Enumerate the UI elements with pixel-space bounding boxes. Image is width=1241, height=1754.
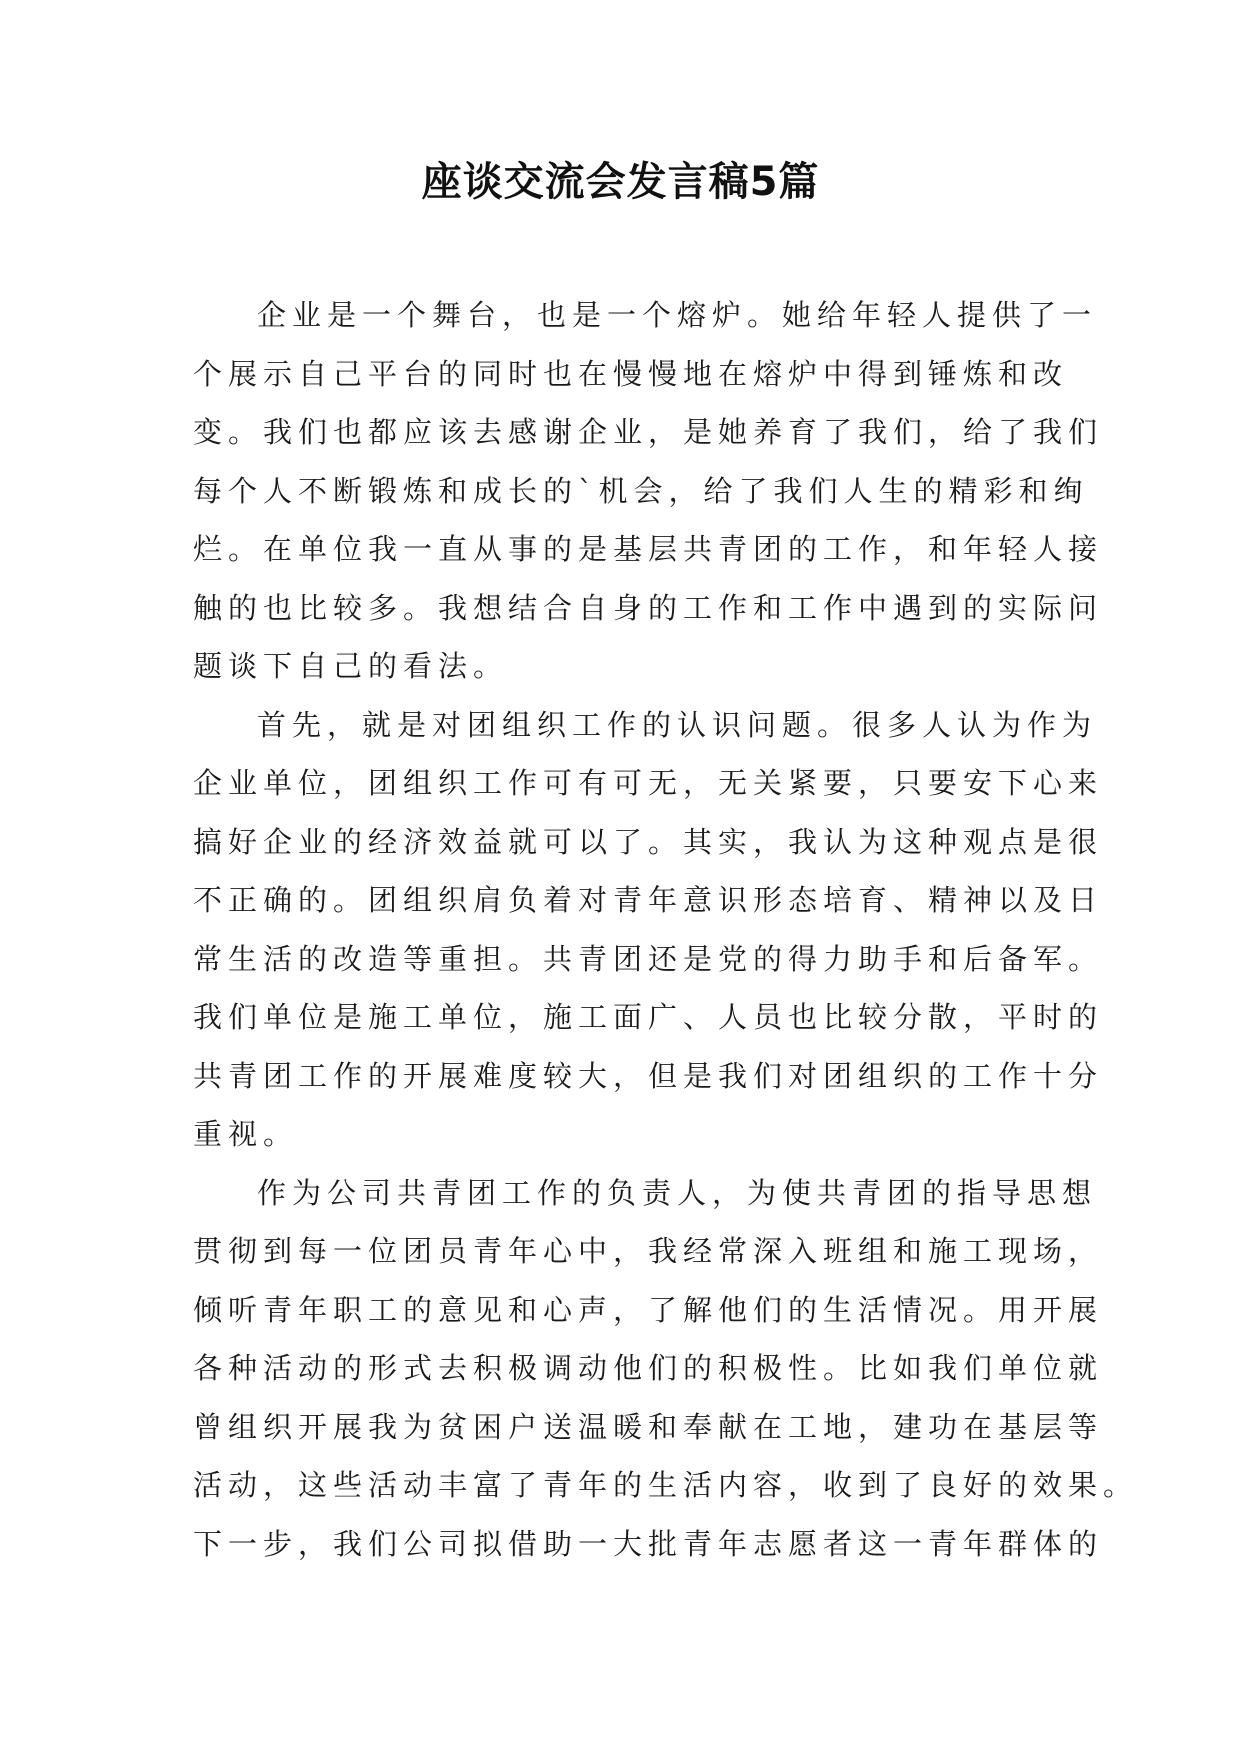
paragraph-line: 首先，就是对团组织工作的认识问题。很多人认为作为 bbox=[257, 707, 1098, 742]
paragraph-line: 题谈下自己的看法。 bbox=[193, 649, 509, 683]
paragraph-line: 触的也比较多。我想结合自身的工作和工作中遇到的实际问 bbox=[193, 590, 1104, 625]
paragraph-line: 贯彻到每一位团员青年心中，我经常深入班组和施工现场， bbox=[193, 1234, 1104, 1268]
paragraph-line: 我们单位是施工单位，施工面广、人员也比较分散，平时的 bbox=[193, 1000, 1104, 1034]
paragraph-line: 曾组织开展我为贫困户送温暖和奉献在工地，建功在基层等 bbox=[193, 1409, 1104, 1444]
paragraph-line: 下一步，我们公司拟借助一大批青年志愿者这一青年群体的 bbox=[193, 1526, 1104, 1561]
paragraph bbox=[193, 286, 1104, 696]
paragraph-line: 搞好企业的经济效益就可以了。其实，我认为这种观点是很 bbox=[193, 824, 1104, 859]
paragraph-line: 重视。 bbox=[193, 1117, 299, 1151]
paragraph bbox=[193, 696, 1104, 1164]
paragraph-line: 不正确的。团组织肩负着对青年意识形态培育、精神以及日 bbox=[193, 883, 1104, 917]
paragraph-line: 烂。在单位我一直从事的是基层共青团的工作，和年轻人接 bbox=[193, 532, 1104, 566]
paragraph-line: 各种活动的形式去积极调动他们的积极性。比如我们单位就 bbox=[193, 1351, 1104, 1385]
paragraph-line: 倾听青年职工的意见和心声，了解他们的生活情况。用开展 bbox=[193, 1292, 1104, 1327]
paragraph-line: 每个人不断锻炼和成长的`机会，给了我们人生的精彩和绚 bbox=[193, 473, 1089, 508]
paragraph-line: 常生活的改造等重担。共青团还是党的得力助手和后备军。 bbox=[193, 941, 1104, 976]
document-title: 座谈交流会发言稿5篇 bbox=[421, 159, 820, 205]
paragraph-line: 变。我们也都应该去感谢企业，是她养育了我们，给了我们 bbox=[193, 415, 1104, 449]
paragraph-line: 企业单位，团组织工作可有可无，无关紧要，只要安下心来 bbox=[193, 766, 1104, 800]
paragraph-line: 作为公司共青团工作的负责人，为使共青团的指导思想 bbox=[257, 1175, 1098, 1210]
paragraph-line: 共青团工作的开展难度较大，但是我们对团组织的工作十分 bbox=[193, 1058, 1104, 1093]
paragraph bbox=[193, 1164, 1139, 1574]
paragraph-line: 个展示自己平台的同时也在慢慢地在熔炉中得到锤炼和改 bbox=[193, 356, 1069, 391]
document-body bbox=[193, 286, 1139, 1573]
paragraph-line: 企业是一个舞台，也是一个熔炉。她给年轻人提供了一 bbox=[257, 298, 1098, 332]
paragraph-line: 活动，这些活动丰富了青年的生活内容，收到了良好的效果。 bbox=[193, 1468, 1139, 1502]
